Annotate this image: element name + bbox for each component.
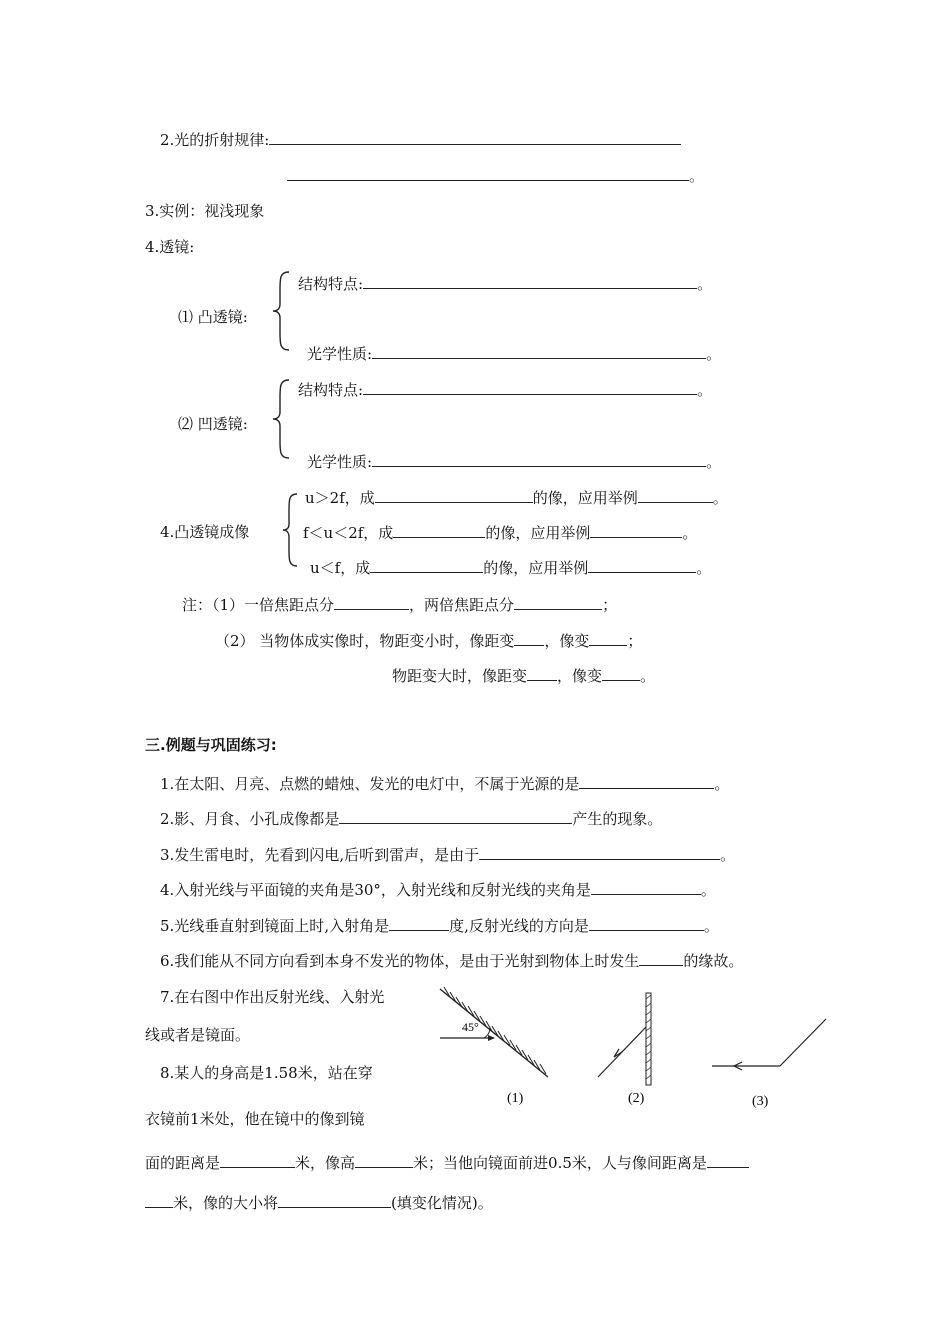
q8-line4-c: (填变化情况)。	[391, 1194, 493, 1212]
note1-blank-b[interactable]	[514, 595, 602, 610]
note-2	[215, 631, 642, 650]
concave-optics-end: 。	[706, 453, 722, 471]
caption-3: (3)	[752, 1094, 769, 1109]
q1-blank[interactable]	[579, 774, 714, 789]
q2-end: 产生的现象。	[572, 810, 663, 828]
question-6	[160, 951, 743, 970]
mirror-1	[440, 989, 548, 1077]
note1-end: ；	[602, 596, 618, 614]
question-7-line-1: 7.在右图中作出反射光线、入射光	[160, 988, 385, 1006]
concave-structure-label: 结构特点:	[298, 381, 364, 399]
caption-1: (1)	[507, 1091, 524, 1106]
concave-optics-blank[interactable]	[372, 452, 706, 467]
q8-line3-b: 米，像高	[295, 1154, 356, 1172]
refraction-line-1	[160, 130, 681, 149]
figure-1	[440, 987, 548, 1106]
imaging-row2-blank-b[interactable]	[590, 523, 682, 538]
example-line: 3.实例：视浅现象	[145, 202, 265, 220]
figure-2	[598, 993, 651, 1106]
q5-blank-b[interactable]	[589, 916, 704, 931]
imaging-row1-mid: 的像，应用举例	[532, 489, 638, 507]
lens-title: 4.透镜:	[145, 238, 195, 256]
note-1	[182, 595, 617, 614]
q5-b: 度,反射光线的方向是	[449, 917, 589, 935]
caption-2: (2)	[628, 1091, 645, 1106]
question-2	[160, 809, 662, 828]
convex-optics	[307, 344, 721, 363]
q8-blank-new-distance-a[interactable]	[707, 1153, 749, 1168]
imaging-row-1	[305, 488, 728, 507]
refraction-blank-1[interactable]	[269, 130, 681, 145]
convex-structure-end: 。	[697, 275, 713, 293]
note2-a: （2） 当物体成实像时，物距变小时，像距变	[215, 632, 515, 650]
q4-end: 。	[700, 881, 716, 899]
note-3	[392, 666, 655, 685]
q8-blank-distance[interactable]	[220, 1153, 295, 1168]
q3-end: 。	[720, 846, 736, 864]
concave-brace	[270, 378, 292, 460]
convex-structure-label: 结构特点:	[298, 275, 364, 293]
note2-end: ；	[627, 632, 643, 650]
imaging-row3-blank-b[interactable]	[588, 558, 696, 573]
convex-brace	[270, 270, 292, 352]
q2-blank[interactable]	[339, 809, 572, 824]
convex-optics-blank[interactable]	[372, 344, 706, 359]
imaging-row1-cond: u＞2f，成	[305, 489, 375, 507]
note2-b: ，像变	[544, 632, 590, 650]
convex-optics-end: 。	[706, 345, 722, 363]
refraction-label: 2.光的折射规律:	[160, 131, 270, 149]
imaging-row3-end: 。	[696, 559, 712, 577]
imaging-row2-cond: f＜u＜2f，成	[303, 524, 394, 542]
refraction-end: 。	[689, 167, 705, 185]
note1-blank-a[interactable]	[334, 595, 409, 610]
question-8-line-4	[145, 1193, 493, 1212]
imaging-row3-blank-a[interactable]	[370, 558, 483, 573]
question-1	[160, 774, 729, 793]
q6-a: 6.我们能从不同方向看到本身不发光的物体，是由于光射到物体上时发生	[160, 952, 640, 970]
q8-blank-height[interactable]	[355, 1153, 413, 1168]
imaging-row2-mid: 的像，应用举例	[485, 524, 591, 542]
q8-line3-c: 米；当他向镜面前进0.5米，人与像间距离是	[413, 1154, 707, 1172]
question-8-line-3	[145, 1153, 749, 1172]
question-8-line-2: 衣镜前1米处，他在镜中的像到镜	[145, 1110, 365, 1128]
q6-b: 的缘故。	[683, 952, 744, 970]
q5-blank-a[interactable]	[389, 916, 449, 931]
figure-3	[712, 1019, 826, 1109]
concave-structure-end: 。	[697, 381, 713, 399]
q6-blank[interactable]	[639, 951, 683, 966]
imaging-row1-blank-a[interactable]	[375, 488, 533, 503]
imaging-row1-blank-b[interactable]	[638, 488, 713, 503]
question-7-line-2: 线或者是镜面。	[145, 1026, 251, 1044]
mirror-figure	[430, 985, 840, 1115]
q5-end: 。	[703, 917, 719, 935]
imaging-row2-blank-a[interactable]	[393, 523, 485, 538]
angle-label: 45°	[462, 1020, 479, 1034]
convex-structure-blank[interactable]	[363, 274, 697, 289]
question-3	[160, 845, 735, 864]
note3-blank-b[interactable]	[602, 666, 640, 681]
imaging-row3-cond: u＜f，成	[310, 559, 371, 577]
q5-a: 5.光线垂直射到镜面上时,入射角是	[160, 917, 390, 935]
imaging-row-3	[310, 558, 711, 577]
question-4	[160, 880, 716, 899]
question-5	[160, 916, 719, 935]
q3-text: 3.发生雷电时，先看到闪电,后听到雷声，是由于	[160, 846, 480, 864]
imaging-row1-end: 。	[712, 489, 728, 507]
convex-optics-label: 光学性质:	[307, 345, 373, 363]
imaging-row3-mid: 的像，应用举例	[483, 559, 589, 577]
note1-b: ，两倍焦距点分	[409, 596, 515, 614]
refraction-line-2	[287, 166, 704, 185]
refraction-blank-2[interactable]	[287, 166, 689, 181]
q4-text: 4.入射光线与平面镜的夹角是30°，入射光线和反射光线的夹角是	[160, 881, 591, 899]
convex-label: ⑴ 凸透镜:	[178, 308, 248, 326]
imaging-label: 4.凸透镜成像	[160, 523, 250, 541]
imaging-brace	[280, 492, 300, 568]
q4-blank[interactable]	[591, 880, 701, 895]
convex-structure	[298, 274, 712, 293]
concave-structure	[298, 380, 712, 399]
concave-structure-blank[interactable]	[363, 380, 697, 395]
q1-end: 。	[714, 775, 730, 793]
note3-end: 。	[640, 667, 656, 685]
imaging-row2-end: 。	[682, 524, 698, 542]
q2-text: 2.影、月食、小孔成像都是	[160, 810, 340, 828]
q8-line4-b: 米，像的大小将	[173, 1194, 279, 1212]
concave-label: ⑵ 凹透镜:	[178, 415, 248, 433]
q8-blank-new-distance-b[interactable]	[145, 1193, 173, 1208]
concave-optics-label: 光学性质:	[307, 453, 373, 471]
q8-blank-size[interactable]	[278, 1193, 391, 1208]
q3-blank[interactable]	[479, 845, 720, 860]
imaging-row-2	[303, 523, 697, 542]
note1-a: 注：（1）一倍焦距点分	[182, 596, 335, 614]
section3-title: 三.例题与巩固练习:	[145, 736, 277, 754]
q8-line3-a: 面的距离是	[145, 1154, 221, 1172]
note2-blank-b[interactable]	[589, 631, 627, 646]
concave-optics	[307, 452, 721, 471]
note3-a: 物距变大时，像距变	[392, 667, 528, 685]
question-8-line-1: 8.某人的身高是1.58米，站在穿	[160, 1064, 373, 1082]
note3-b: ，像变	[557, 667, 603, 685]
incident-ray-3	[780, 1019, 826, 1066]
note3-blank-a[interactable]	[527, 666, 557, 681]
q1-text: 1.在太阳、月亮、点燃的蜡烛、发光的电灯中，不属于光源的是	[160, 775, 580, 793]
note2-blank-a[interactable]	[514, 631, 544, 646]
